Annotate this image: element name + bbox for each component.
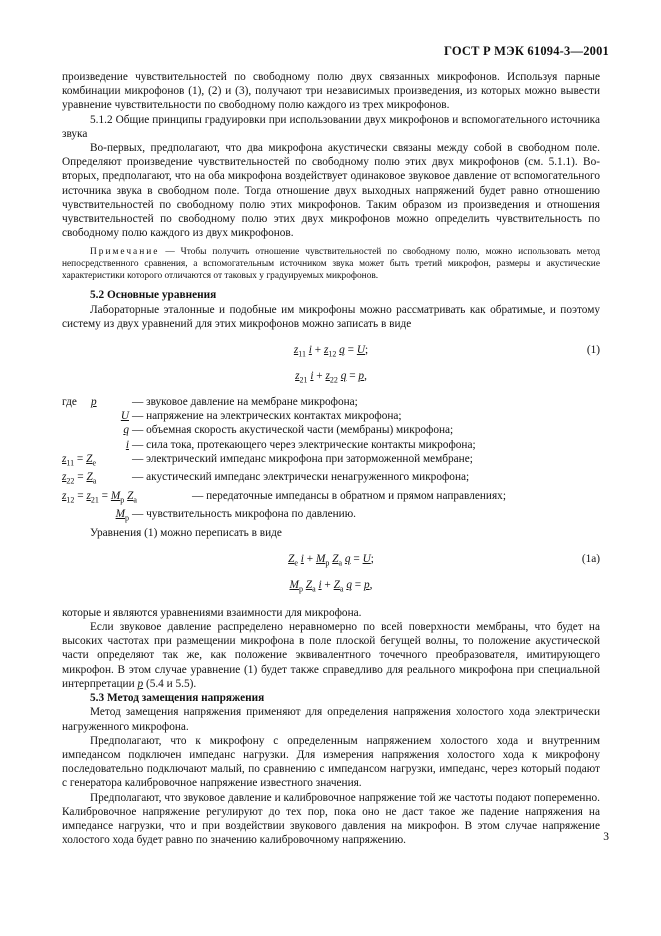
page-number: 3 [603,831,609,843]
equation-1a-line1: $Z_e$ $i + M_p$ $Z_a$ q = U; (1a) [288,552,600,568]
equation-number: (1a) [581,552,600,565]
paragraph: которые и являются уравнениями взаимности для микрофона. [62,606,362,619]
paragraph: Лабораторные эталонные и подобные им микрофоны можно рассматривать как обратимые, и поэтому систему из двух уравнений для этих микрофонов можно записать в виде [62,303,600,330]
equation-number: (1) [586,344,600,357]
paragraph: Предполагают, что к микрофону с определенным напряжением холостого хода и внутренним импедансом подключен импеданс нагрузки. Для измерения напряжения холостого хода к микрофону последовательно подключают малый, по сравнению с импедансом нагрузки, импеданс, через который подают с генератора калибровочное напряжение известного значения. [62,734,600,790]
paragraph: Предполагают, что звуковое давление и калибровочное напряжение той же частоты подают попеременно. Калибровочное напряжение регулируют до тех пор, пока оно не даст такое же падение напряжения на импедансе нагрузки, что и при воздействии звукового давления на микрофон. В этом случае напряжение холостого хода будет равно по значению калибровочному напряжению. [62,791,600,847]
def-z12: — передаточные импедансы в обратном и прямом направлениях; [192,489,506,502]
note-label: Примечание [90,247,160,258]
def-i: — сила тока, протекающего через электрические контакты микрофона; [132,438,476,451]
paragraph: Метод замещения напряжения применяют для определения напряжения холостого хода электрически нагруженного микрофона. [62,706,600,733]
paragraph: Во-первых, предполагают, что два микрофона акустически связаны между собой в свободном поле. Определяют произведение чувствительностей по свободному полю этих двух микрофонов (см. 5.1.1). Во-вторых, предполагают, что на оба микрофона воздействует одинаковое звуковое давление от вспомогательного источника звука в свободном поле. Тогда отношение двух выходных напряжений будет равно отношению чувствительностей по свободному полю этих микрофонов. Таким образом из произведения и отношения чувствительностей по свободному полю этих двух микрофонов можно определить чувствительность по свободному полю каждого из двух микрофонов. [62,142,600,240]
note [62,246,600,282]
section-heading-5-2: 5.2 Основные уравнения [90,289,217,302]
paragraph: Уравнения (1) можно переписать в виде [90,526,282,539]
paragraph-text: Если звуковое давление распределено неравномерно по всей поверхности мембраны, что будет на высоких частотах при размещении микрофона в поле плоской бегущей волны, то положение акустической части определяют так же, как положение эквивалентного точечного преобразователя, имитирующего микрофон. В этом случае уравнение (1) будет также справедливо для реального микрофона при специальной интерпретации [62,621,600,690]
definitions-list: где p — звуковое давление на мембране микрофона; U — напряжение на электрических контактах микрофона; q — объемная скорость акустической части (мембраны) микрофона; i — сила тока, протекающего через электрические контакты микрофона; $z_{11} = Z_e$ — электрический импеданс микрофона при заторможенной мембране; $z_{22} = Z_a$ — акустический импеданс электрически ненагруженного микрофона; $z_{12} = z_{21} = M_p$ $Z_a$ — передаточные импедансы в обратном и прямом направлениях; $M_p$ — чувствительность микрофона по давлению. [62,395,600,526]
subsection-5-1-2: 5.1.2 Общие принципы градуировки при использовании двух микрофонов и вспомогательного источника звука [62,113,600,140]
paragraph: произведение чувствительностей по свободному полю двух связанных микрофонов. Используя парные комбинации микрофонов (1), (2) и (3), получают три независимых произведения, из которых можно вывести уравнение чувствительности по свободному полю каждого из трех микрофонов. [62,71,600,112]
document-body [62,70,600,847]
equation-1-line2: $z_{21}$ $i + z_{22}$ q = p, [295,370,367,385]
where-label: где [62,396,77,409]
def-U: — напряжение на электрических контактах микрофона; [132,410,402,423]
def-z11: — электрический импеданс микрофона при заторможенной мембране; [132,452,473,465]
def-Mp: — чувствительность микрофона по давлению. [132,508,356,521]
def-q: — объемная скорость акустической части (мембраны) микрофона; [132,424,454,437]
equation-1a-line2: $M_p$ $Z_a$ $i + Z_a$ q = p, [289,578,373,594]
def-p: — звуковое давление на мембране микрофона; [132,396,358,409]
section-heading-5-3: 5.3 Метод замещения напряжения [90,692,265,705]
note-text: — Чтобы получить отношение чувствительностей по свободному полю, можно использовать метод непосредственного сравнения, а вспомогательным источником звука может быть третий микрофон, размеры и акустические характеристики которого отличаются от таковых у градуируемых микрофонов. [62,247,600,282]
paragraph-text-end: (5.4 и 5.5). [145,677,197,690]
paragraph: Если звуковое давление распределено неравномерно по всей поверхности мембраны, что будет на высоких частотах при размещении микрофона в поле плоской бегущей волны, то положение акустической части определяют так же, как положение эквивалентного точечного преобразователя, имитирующего микрофон. В этом случае уравнение (1) будет также справедливо для реального микрофона при специальной интерпретации p (5.4 и 5.5). [62,621,600,690]
def-z22: — акустический импеданс электрически ненагруженного микрофона; [132,471,470,484]
equation-1-line1: $z_{11}$ $i + z_{12}$ q = U; (1) [293,344,600,359]
page-header: ГОСТ Р МЭК 61094-3—2001 [444,44,609,58]
